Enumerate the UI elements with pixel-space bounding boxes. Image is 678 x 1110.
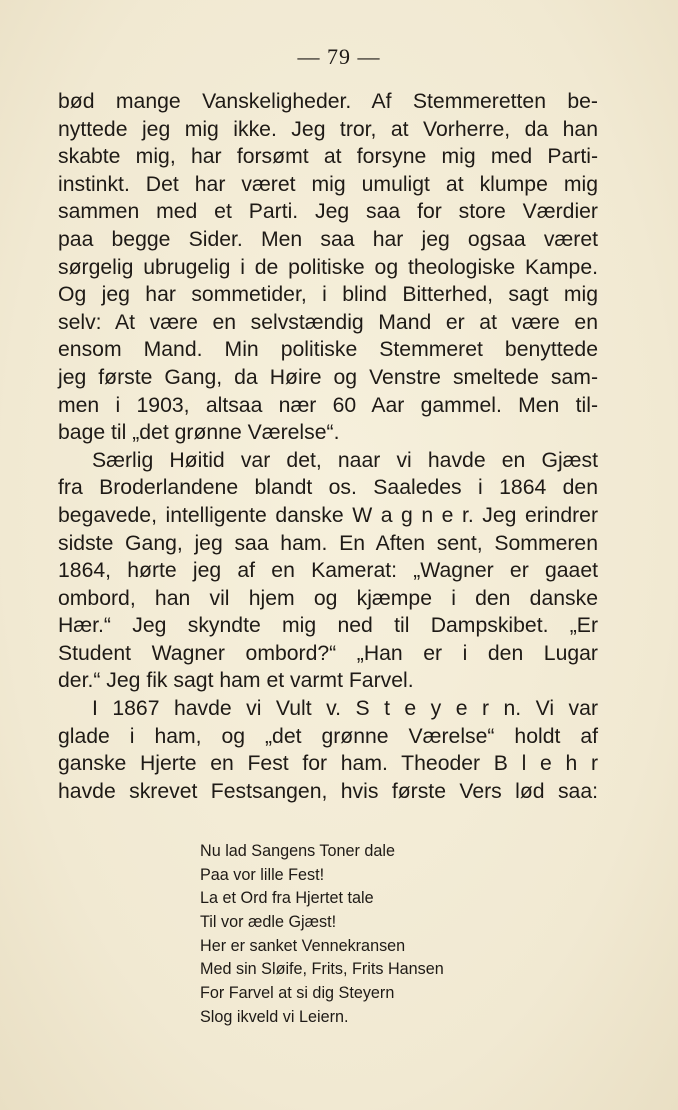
text-line: I 1867 havde vi Vult v. S t e y e r n. Vi var [92,697,598,721]
text-line: fra Broderlandene blandt os. Saaledes i 1864 den [58,476,598,500]
text-line: jeg første Gang, da Høire og Venstre smeltede sam- [58,365,598,389]
text-line: Student Wagner ombord?“ „Han er i den Lugar [58,641,598,665]
text-line: paa begge Sider. Men saa har jeg ogsaa været [58,227,598,251]
text-line: sidste Gang, jeg saa ham. En Aften sent, Sommeren [58,531,598,555]
poem-line: Paa vor lille Fest! [200,865,325,884]
text-line: sørgelig ubrugelig i de politiske og theologiske Kampe. [58,255,598,279]
text-line: selv: At være en selvstændig Mand er at være en [58,310,598,334]
text-line: begavede, intelligente danske W a g n e r. Jeg erindrer [58,503,598,527]
body-text [58,88,598,805]
text-line: ganske Hjerte en Fest for ham. Theoder B l e h r [58,752,598,776]
text-line: men i 1903, altsaa nær 60 Aar gammel. Men til- [58,393,598,417]
text-line: sammen med et Parti. Jeg saa for store Værdier [58,200,598,224]
text-line: Særlig Høitid var det, naar vi havde en Gjæst [92,448,598,472]
text-line: Hær.“ Jeg skyndte mig ned til Dampskibet. „Er [58,614,598,638]
poem-line: Her er sanket Vennekransen [200,936,406,955]
text-line: Og jeg har sommetider, i blind Bitterhed, sagt mig [58,283,598,307]
text-line: ensom Mand. Min politiske Stemmeret benyttede [58,338,598,362]
poem-line: La et Ord fra Hjertet tale [200,889,374,908]
poem-line: Til vor ædle Gjæst! [200,913,337,932]
text-line: bød mange Vanskeligheder. Af Stemmeretten be- [58,90,598,113]
poem-verse [200,840,444,1030]
text-line: skabte mig, har forsømt at forsyne mig med Parti- [58,145,598,169]
text-line: glade i ham, og „det grønne Værelse“ holdt af [58,724,598,748]
text-line: instinkt. Det har været mig umuligt at klumpe mig [58,172,598,196]
poem-line: Med sin Sløife, Frits, Frits Hansen [200,960,444,979]
text-line: nyttede jeg mig ikke. Jeg tror, at Vorherre, da han [58,117,598,141]
text-line: havde skrevet Festsangen, hvis første Vers lød saa: [58,779,598,803]
poem-line: For Farvel at si dig Steyern [200,984,395,1003]
page-number: — 79 — [297,44,381,69]
text-line: bage til „det grønne Værelse“. [58,421,340,445]
poem-line: Slog ikveld vi Leiern. [200,1007,349,1026]
text-line: 1864, hørte jeg af en Kamerat: „Wagner er gaaet [58,559,598,583]
text-line: ombord, han vil hjem og kjæmpe i den danske [58,586,598,610]
text-line: der.“ Jeg fik sagt ham et varmt Farvel. [58,669,414,693]
poem-line: Nu lad Sangens Toner dale [200,842,395,860]
